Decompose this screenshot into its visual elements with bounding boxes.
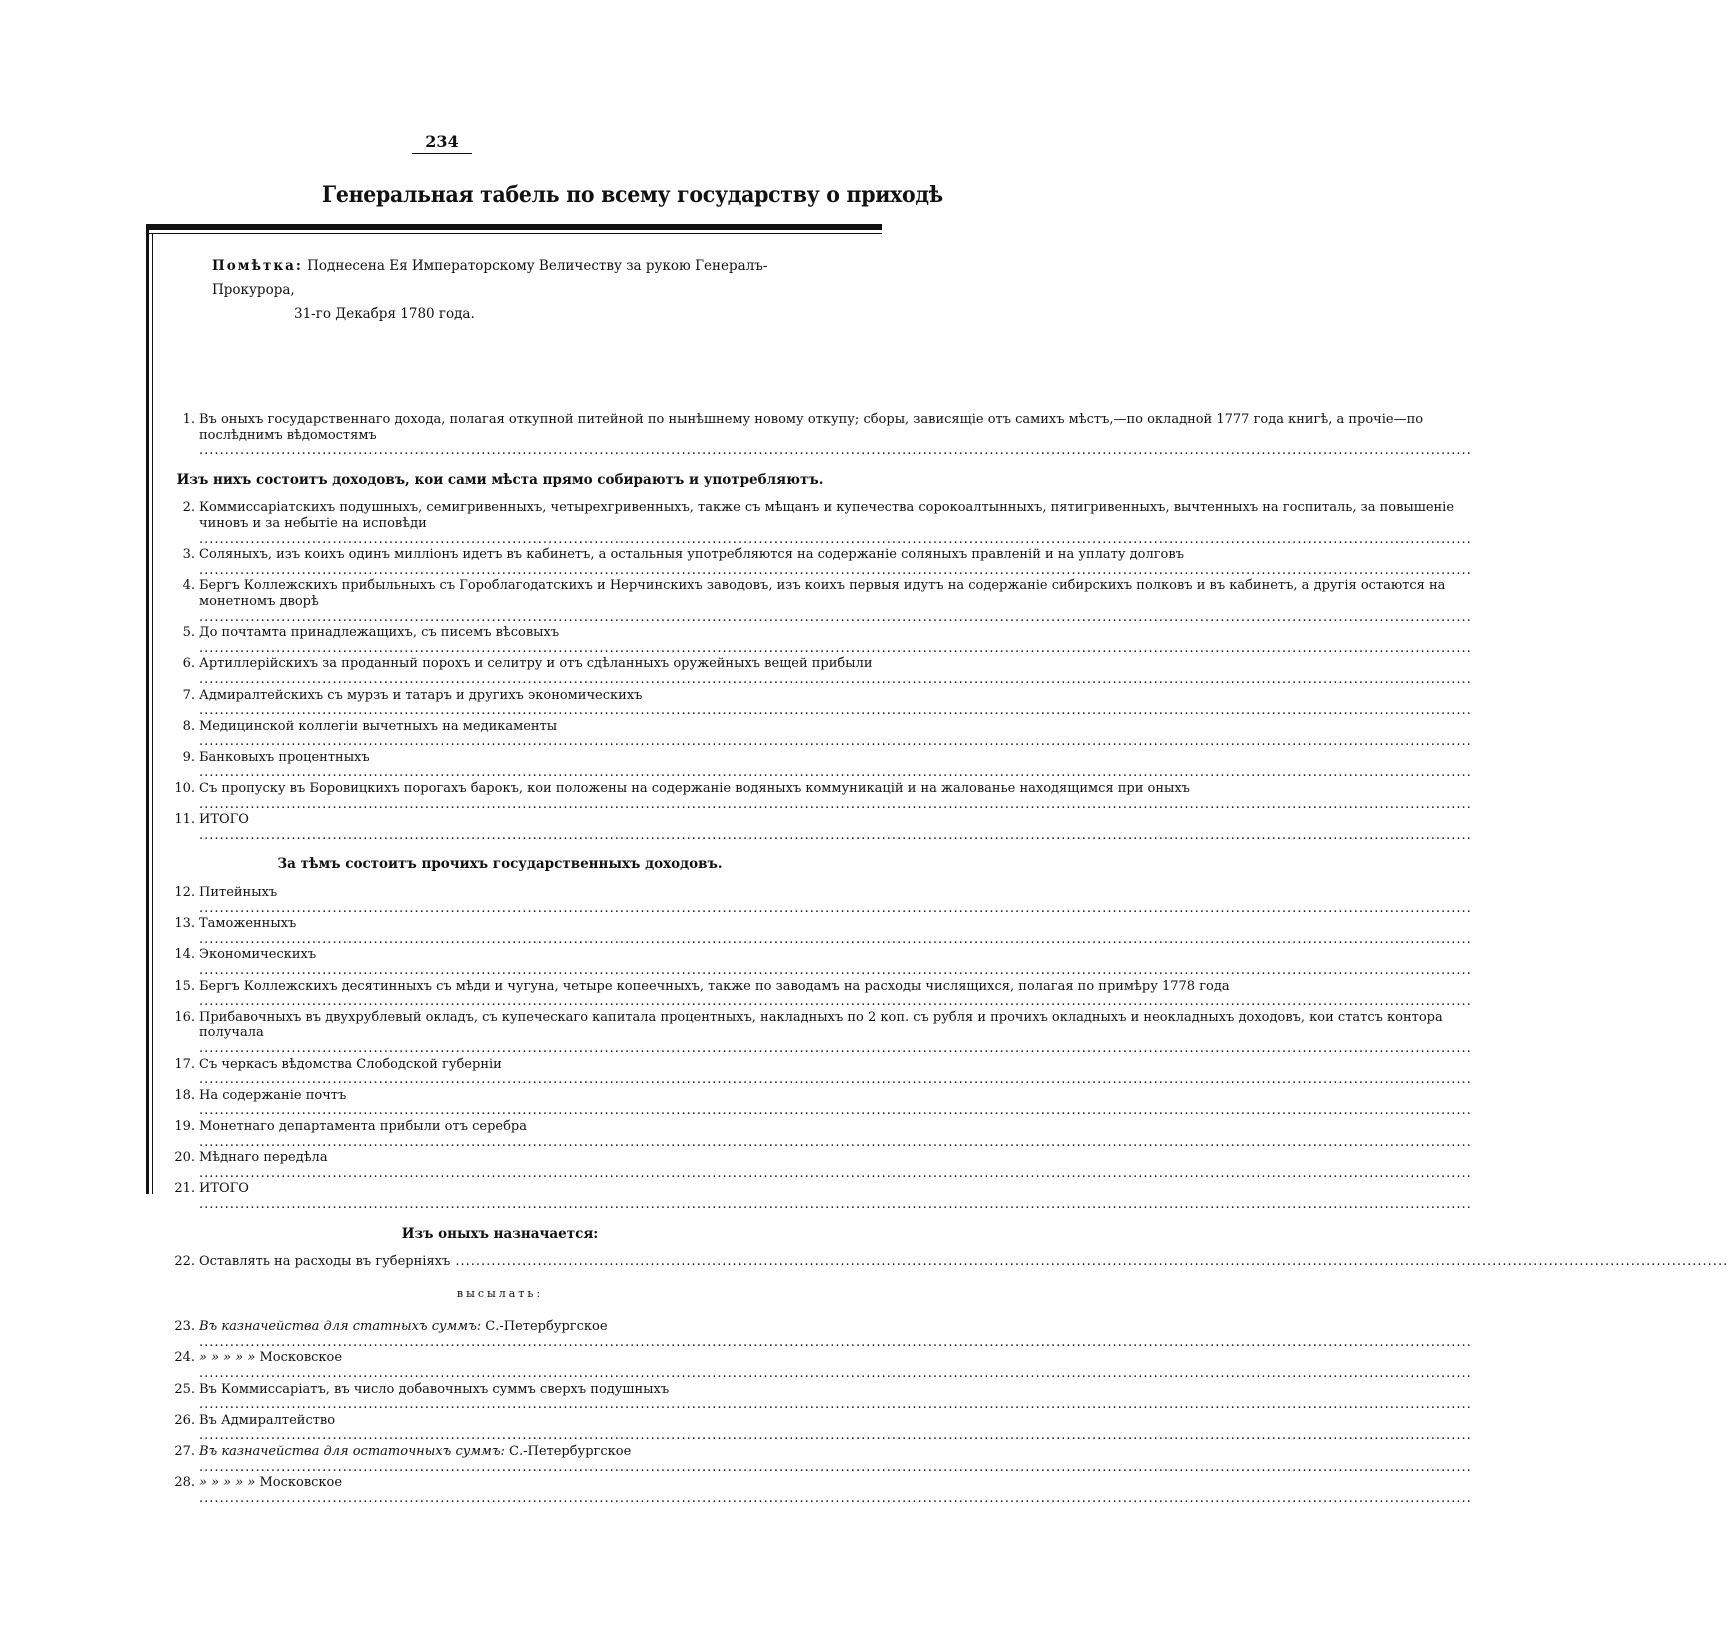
row-text: ИТОГО ..... [199, 812, 1472, 843]
frame-top-border-inner [146, 233, 882, 234]
row-number: 3. [182, 547, 195, 563]
page-number: 234 [425, 132, 459, 151]
section-heading-1: Изъ нихъ состоитъ доходовъ, кои сами мѣста прямо собираютъ и употребляютъ. [176, 471, 824, 488]
row-number: 16. [174, 1009, 195, 1025]
row-text: Бергъ Коллежскихъ прибыльныхъ съ Гороблагодатскихъ и Нерчинскихъ заводовъ, изъ коихъ первыя идутъ на содержаніе сибирскихъ полковъ и въ кабинетъ, а другія остаются на монетномъ дворѣ ..... [199, 578, 1472, 625]
table-row [167, 547, 1184, 578]
table-row [167, 1382, 833, 1413]
table-row [167, 1475, 833, 1506]
row-text: Въ казначейства для остаточныхъ суммъ: С.-Петербургское ..... [199, 1444, 1472, 1475]
row-number: 17. [174, 1056, 195, 1072]
table-row [167, 916, 833, 947]
row-number: 20. [174, 1150, 195, 1166]
row-text: Артиллерійскихъ за проданный порохъ и селитру и отъ сдѣланныхъ оружейныхъ вещей прибыли ..... [199, 656, 1472, 687]
table-row [167, 1057, 833, 1088]
table-row [167, 412, 1424, 459]
table-row [167, 1181, 833, 1212]
table-row [167, 578, 1446, 625]
row-number: 4. [182, 578, 195, 594]
row-text: ИТОГО ..... [199, 1181, 1472, 1212]
row-number: 19. [174, 1118, 195, 1134]
row-text: Монетнаго департамента прибыли отъ серебра ..... [199, 1119, 1472, 1150]
row-text: Мѣднаго передѣла ..... [199, 1150, 1472, 1181]
frame-left-border-inner [152, 233, 153, 1194]
table-row [167, 812, 833, 843]
note-line-2: 31-го Декабря 1780 года. [294, 306, 475, 322]
row-number: 13. [174, 916, 195, 932]
group-1 [167, 500, 1455, 843]
frame-top-border [146, 224, 882, 230]
table-row [167, 625, 833, 656]
row-number: 5. [182, 625, 195, 641]
row-text: Медицинской коллегіи вычетныхъ на медикаменты ..... [199, 719, 1472, 750]
table-row [167, 750, 833, 781]
table-row [167, 1350, 833, 1381]
table-row [167, 1413, 833, 1444]
table-row [167, 656, 873, 687]
row-text: Таможенныхъ ..... [199, 916, 1472, 947]
row-number: 11. [174, 812, 195, 828]
table-row [167, 1150, 833, 1181]
row-number: 21. [174, 1181, 195, 1197]
group-2 [167, 885, 1443, 1212]
row-number: 10. [174, 781, 195, 797]
row-number: 8. [182, 718, 195, 734]
note [212, 254, 832, 326]
row-number: 23. [174, 1319, 195, 1335]
row-text: Соляныхъ, изъ коихъ одинъ милліонъ идетъ въ кабинетъ, а остальныя употребляются на содержаніе соляныхъ правленій и на уплату долговъ ..... [199, 547, 1472, 578]
row-number: 1. [182, 412, 195, 427]
row-text: На содержаніе почтъ ..... [199, 1088, 1472, 1119]
row-text: Бергъ Коллежскихъ десятинныхъ съ мѣди и чугуна, четыре копеечныхъ, также по заводамъ на расходы числящихся, полагая по примѣру 1778 года ..... [199, 979, 1472, 1010]
page-title: Генеральная табель по всему государству о приходѣ [322, 182, 943, 208]
section-heading-3: Изъ оныхъ назначается: [401, 1225, 599, 1242]
row-text: До почтамта принадлежащихъ, съ писемъ вѣсовыхъ ..... [199, 625, 1472, 656]
row-number: 24. [174, 1350, 195, 1366]
row-text: Въ оныхъ государственнаго дохода, полагая откупной питейной по нынѣшнему новому откупу; сборы, зависящіе отъ самихъ мѣстъ,—по окладной 1777 года книгѣ, а прочіе—по послѣднимъ вѣдомостямъ ..... [199, 412, 1472, 459]
row-text: Оставлять на расходы въ губерніяхъ ..... [199, 1254, 1728, 1270]
row-text: » » » » » Московское ..... [199, 1350, 1472, 1381]
row-lead: » » » » » [199, 1350, 256, 1366]
table-row [167, 500, 1455, 547]
row-text: Коммиссаріатскихъ подушныхъ, семигривенныхъ, четырехгривенныхъ, также съ мѣщанъ и купечества сорокоалтынныхъ, пятигривенныхъ, вычтенныхъ на госпиталь, за повышеніе чиновъ и за небытіе на исповѣди ..... [199, 500, 1472, 547]
row-number: 22. [174, 1254, 195, 1270]
row-text: Питейныхъ ..... [199, 885, 1472, 916]
note-label: Помѣтка: [212, 258, 303, 274]
row-number: 7. [182, 687, 195, 703]
row-number: 26. [174, 1412, 195, 1428]
row-text: Съ пропуску въ Боровицкихъ порогахъ барокъ, кои положены на содержаніе водяныхъ коммуникацій и на жалованье находящимся при оныхъ ..... [199, 781, 1472, 812]
row-lead: Въ казначейства для статныхъ суммъ: [199, 1319, 482, 1335]
row-lead: Въ казначейства для остаточныхъ суммъ: [199, 1444, 505, 1460]
row-number: 14. [174, 947, 195, 963]
table-row [167, 1254, 833, 1270]
table-row [167, 1009, 1443, 1057]
frame-left-border [146, 224, 149, 1194]
section-heading-4: высылать: [456, 1286, 544, 1300]
row-text: Въ казначейства для статныхъ суммъ: С.-Петербургское ..... [199, 1319, 1472, 1350]
table-row [167, 1088, 833, 1119]
table-row [167, 978, 1230, 1010]
row-text: » » » » » Московское ..... [199, 1475, 1472, 1506]
row-number: 2. [182, 500, 195, 516]
table-row [167, 781, 1190, 812]
note-line-1 [212, 254, 832, 302]
row-number: 6. [182, 656, 195, 672]
page-number-rule [412, 153, 472, 154]
table-row [167, 1444, 833, 1475]
row-number: 25. [174, 1381, 195, 1397]
row-text: Въ Коммиссаріатъ, въ число добавочныхъ суммъ сверхъ подушныхъ ..... [199, 1382, 1472, 1413]
note-text-1: Поднесена Ея Императорскому Величеству за рукою Генералъ-Прокурора, [212, 258, 768, 298]
row-number: 28. [174, 1475, 195, 1491]
table-body [167, 412, 1455, 1506]
section-heading-2: За тѣмъ состоитъ прочихъ государственныхъ доходовъ. [277, 856, 723, 873]
row-number: 27. [174, 1444, 195, 1460]
row-text: Адмиралтейскихъ съ мурзъ и татаръ и другихъ экономическихъ ..... [199, 688, 1472, 719]
table-row [167, 1319, 833, 1350]
table-row [167, 688, 833, 719]
table-row [167, 719, 833, 750]
row-number: 9. [182, 749, 195, 765]
row-text: Банковыхъ процентныхъ ..... [199, 750, 1472, 781]
table-row [167, 1119, 833, 1150]
group-3 [167, 1319, 833, 1506]
row-text: Прибавочныхъ въ двухрублевый окладъ, съ купеческаго капитала процентныхъ, накладныхъ по 2 коп. съ рубля и прочихъ окладныхъ и неокладныхъ доходовъ, кои статсъ контора получала ..... [199, 1010, 1472, 1057]
row-text: Экономическихъ ..... [199, 947, 1472, 978]
row-text: Въ Адмиралтейство ..... [199, 1413, 1472, 1444]
table-row [167, 885, 833, 916]
row-number: 18. [174, 1087, 195, 1103]
row-number: 15. [174, 978, 195, 994]
row-lead: » » » » » [199, 1475, 256, 1491]
row-text: Съ черкасъ вѣдомства Слободской губерніи ..... [199, 1057, 1472, 1088]
row-number: 12. [174, 885, 195, 901]
table-row [167, 947, 833, 978]
